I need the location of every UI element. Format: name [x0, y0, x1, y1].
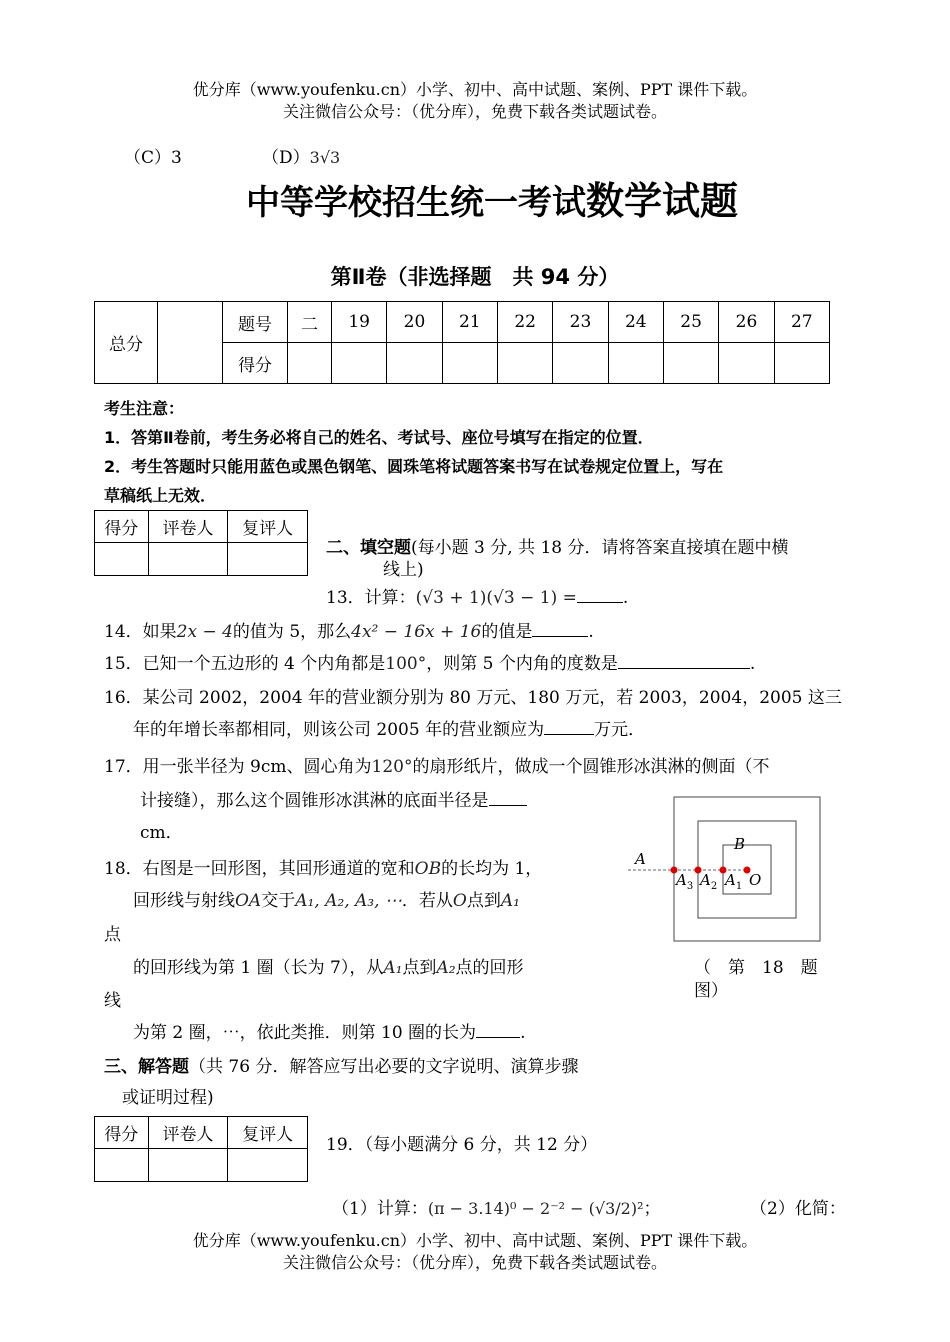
figure-18-caption-cont: 图） — [694, 981, 728, 1001]
grader-cell — [95, 1149, 149, 1182]
question-16-line1: 16．某公司 2002，2004 年的营业额分别为 80 万元、180 万元，若 2003，2004，2005 这三 — [104, 688, 842, 708]
q14-end: . — [588, 622, 594, 642]
grader-cell — [228, 1149, 308, 1182]
section-3-desc: （共 76 分．解答应写出必要的文字说明、演算步骤 — [189, 1057, 579, 1077]
score-table — [94, 301, 830, 384]
score-cell — [442, 343, 497, 384]
score-cell — [719, 343, 774, 384]
q17-text-a: 17．用一张半径为 9cm、圆心角为 — [104, 757, 372, 777]
section-3-title: 三、解答题 — [104, 1057, 189, 1077]
q16-text-a: 年的年增长率都相同，则该公司 2005 年的营业额应为 — [133, 720, 545, 740]
column-header: 26 — [719, 302, 774, 343]
q18-text: 的回形线为第 1 圈（长为 7），从 — [133, 958, 384, 978]
column-header: 27 — [774, 302, 829, 343]
question-18-line4 — [133, 1018, 525, 1043]
grader-cell — [148, 1149, 228, 1182]
q14-text-b: 的值为 5，那么 — [232, 622, 352, 642]
question-18-line2-cont: 点 — [104, 925, 121, 945]
label-a1: $A_1$ — [725, 871, 743, 892]
figure-18-caption: （ 第 18 题 — [694, 958, 818, 978]
q18-text: 的长均为 1， — [441, 859, 543, 879]
grader-reviewer-label: 评卷人 — [148, 511, 228, 543]
grader-score-label: 得分 — [95, 1117, 149, 1149]
section-2-desc: (每小题 3 分, 共 18 分．请将答案直接填在题中横 — [411, 538, 789, 558]
grader-cell — [148, 543, 228, 576]
q14-expr-1: 2x − 4 — [176, 622, 233, 642]
column-header: 24 — [608, 302, 663, 343]
question-14 — [104, 617, 594, 642]
question-18-line2 — [133, 886, 520, 911]
site-footer-line2: 关注微信公众号：（优分库），免费下载各类试题试卷。 — [282, 1253, 667, 1272]
column-header: 22 — [497, 302, 552, 343]
answer-blank — [577, 586, 623, 603]
option-c: （C）3 — [124, 148, 182, 168]
q18-text: 交于 — [261, 891, 296, 911]
q18-math: A₂ — [436, 958, 456, 978]
notice-item-2: 2．考生答题时只能用蓝色或黑色钢笔、圆珠笔将试题答案书写在试卷规定位置上，写在 — [104, 457, 724, 476]
q18-math: OB — [414, 859, 442, 879]
q13-end: . — [622, 588, 629, 608]
section-subtitle: 第Ⅱ卷（非选择题 共 94 分） — [330, 265, 620, 289]
total-score-label: 总分 — [95, 302, 158, 384]
site-footer-line1: 优分库（www.youfenku.cn）小学、初中、高中试题、案例、PPT 课件下载。 — [192, 1231, 758, 1250]
question-number-label: 题号 — [223, 302, 288, 343]
q16-text-b: 万元． — [594, 720, 646, 740]
q15-text-a: 15．已知一个五边形的 4 个内角都是 — [104, 654, 386, 674]
question-17-line2 — [140, 786, 527, 811]
notice-item-1: 1．答第Ⅱ卷前，考生务必将自己的姓名、考试号、座位号填写在指定的位置． — [104, 428, 654, 447]
total-score-cell — [158, 302, 223, 384]
grader-table — [94, 510, 308, 576]
label-b: B — [734, 835, 746, 853]
option-d-value: 3√3 — [309, 148, 341, 167]
q18-text: 为第 2 圈，⋯，依此类推．则第 10 圈的长为 — [133, 1023, 477, 1043]
grader-rechecker-label: 复评人 — [228, 511, 308, 543]
q18-text: . — [520, 1023, 526, 1043]
column-header: 19 — [331, 302, 386, 343]
column-header: 23 — [553, 302, 608, 343]
label-o: O — [749, 871, 762, 889]
q19-part1-label: （1）计算： — [332, 1199, 428, 1219]
section-2-desc-cont: 线上) — [383, 560, 424, 580]
grader-cell — [228, 543, 308, 576]
score-cell — [497, 343, 552, 384]
question-19-part1 — [332, 1194, 660, 1219]
q19-part1-expr: (π − 3.14)⁰ − 2⁻² − (√3/2)² — [427, 1199, 644, 1218]
q15-end: . — [749, 654, 756, 674]
option-d-label: （D） — [262, 148, 310, 168]
q15-angle: 100° — [385, 654, 427, 674]
label-a: A — [635, 850, 646, 868]
column-header: 25 — [663, 302, 718, 343]
column-header: 21 — [442, 302, 497, 343]
column-header: 20 — [387, 302, 442, 343]
option-d — [262, 143, 340, 168]
answer-blank — [618, 652, 750, 669]
q15-text-b: ，则第 5 个内角的度数是 — [426, 654, 618, 674]
score-cell — [608, 343, 663, 384]
site-header-line2: 关注微信公众号：（优分库），免费下载各类试题试卷。 — [282, 102, 667, 121]
q13-text: 13．计算： — [326, 588, 416, 608]
score-label: 得分 — [223, 343, 288, 384]
q14-text-c: 的值是 — [481, 622, 533, 642]
site-header-line1: 优分库（www.youfenku.cn）小学、初中、高中试题、案例、PPT 课件下载。 — [192, 80, 758, 99]
q18-text: ．若从 — [401, 891, 453, 911]
question-17-line1 — [104, 752, 769, 777]
q18-math: A₁ — [383, 958, 403, 978]
question-18-line3 — [133, 953, 524, 978]
grader-table — [94, 1116, 308, 1182]
label-a3: $A_3$ — [676, 871, 694, 892]
q13-expr: (√3 + 1)(√3 − 1) = — [415, 588, 577, 608]
score-cell — [288, 343, 332, 384]
question-13 — [326, 583, 628, 608]
section-2-title: 二、填空题 — [326, 538, 411, 558]
answer-blank — [544, 718, 594, 735]
figure-18 — [620, 790, 830, 950]
title-part1: 中等学校招生统一考试 — [245, 183, 586, 223]
q18-text: 点到 — [466, 891, 501, 911]
q17-text-b: 的扇形纸片，做成一个圆锥形冰淇淋的侧面（不 — [412, 757, 770, 777]
answer-blank — [532, 620, 588, 637]
q19-part1-end: ； — [643, 1199, 661, 1219]
score-cell — [331, 343, 386, 384]
question-15 — [104, 649, 755, 674]
q17-angle: 120° — [371, 757, 413, 777]
q17-text-c: 计接缝），那么这个圆锥形冰淇淋的底面半径是 — [140, 791, 489, 811]
q18-math: A₁, A₂, A₃, ⋯ — [295, 891, 402, 911]
grader-reviewer-label: 评卷人 — [148, 1117, 228, 1149]
page-title — [0, 170, 950, 225]
q14-text-a: 14．如果 — [104, 622, 177, 642]
notice-item-2-cont: 草稿纸上无效． — [104, 486, 217, 505]
q18-math: OA — [235, 891, 262, 911]
grader-cell — [95, 543, 149, 576]
question-16-line2 — [133, 715, 645, 740]
q18-math: A₁ — [500, 891, 520, 911]
q18-text: 18．右图是一回形图，其回形通道的宽和 — [104, 859, 415, 879]
notice-heading: 考生注意： — [104, 399, 185, 418]
grader-score-label: 得分 — [95, 511, 149, 543]
answer-blank — [489, 789, 527, 806]
q18-math: O — [452, 891, 467, 911]
score-cell — [663, 343, 718, 384]
question-19-part2: （2）化简： — [750, 1199, 846, 1219]
section-3-desc-cont: 或证明过程) — [122, 1088, 214, 1108]
question-19: 19．（每小题满分 6 分，共 12 分） — [326, 1135, 598, 1155]
score-cell — [387, 343, 442, 384]
question-17-line3: cm． — [140, 823, 183, 843]
question-18-line1 — [104, 854, 542, 879]
score-cell — [553, 343, 608, 384]
q18-text: 点的回形 — [455, 958, 524, 978]
q14-expr-2: 4x² − 16x + 16 — [351, 622, 482, 642]
title-part2: 数学试题 — [585, 179, 738, 223]
section-3-heading — [104, 1052, 578, 1077]
question-18-line3-cont: 线 — [104, 991, 121, 1011]
answer-blank — [476, 1021, 520, 1038]
q18-text: 点到 — [402, 958, 437, 978]
grader-rechecker-label: 复评人 — [228, 1117, 308, 1149]
q18-text: 回形线与射线 — [133, 891, 235, 911]
score-cell — [774, 343, 829, 384]
column-header: 二 — [288, 302, 332, 343]
label-a2: $A_2$ — [700, 871, 718, 892]
